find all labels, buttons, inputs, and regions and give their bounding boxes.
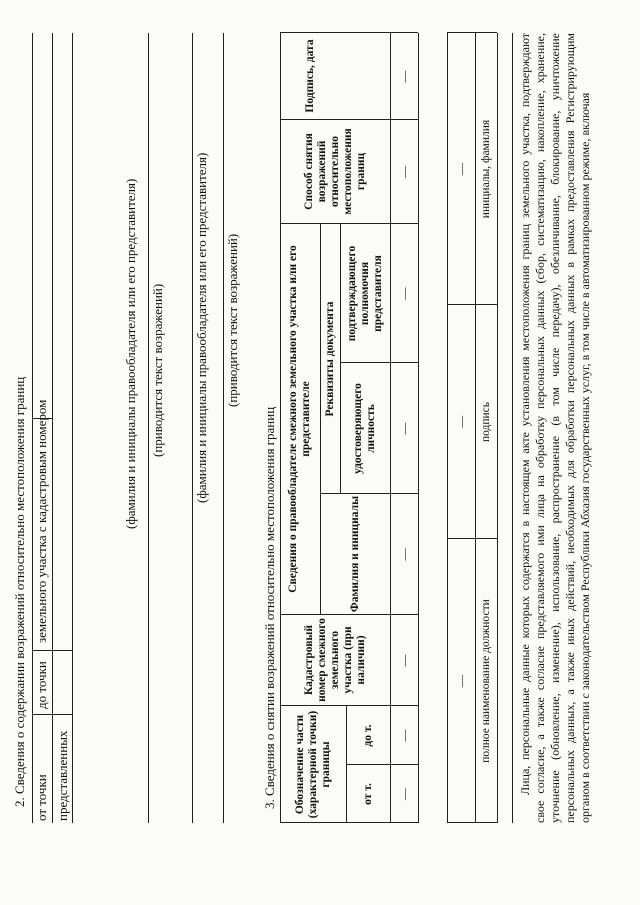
signature-value: —	[453, 416, 468, 428]
holder-line-2	[192, 33, 193, 823]
header-name-initials: Фамилия и инициалы	[348, 495, 361, 613]
position-value: —	[453, 675, 468, 687]
table-cell: —	[396, 70, 411, 83]
header-part-designation: Обозначение части (характерной точки) границы	[293, 710, 332, 819]
footnote-line: уточнение (обновление, изменение), использование, распространение (в том числе передачу), обезличивание, блокирование, уничтожение	[548, 33, 562, 823]
footnote-rule	[512, 33, 513, 823]
table-cell: —	[396, 422, 411, 435]
parcel-cadastral-label: земельного участка с кадастровым номером	[34, 399, 49, 643]
objection-text-line-2	[223, 33, 224, 823]
header-holder-info: Сведения о правообладателе смежного земельного участка или его представителе	[287, 245, 312, 593]
to-point-label: до точки	[34, 661, 49, 709]
header-signature-date: Подпись, дата	[303, 39, 316, 113]
initials-value: —	[453, 163, 468, 175]
position-label: полное наименование должности	[480, 599, 492, 763]
header-cadastral-number: Кадастровый номер смежного земельного участка (при наличии)	[302, 618, 367, 702]
table-cell: —	[396, 548, 411, 561]
section-2-title: 2. Сведения о содержании возражений относительно местоположения границ	[12, 376, 27, 807]
footnote-line: свое согласие, а также согласие представляемого ими лица на обработку персональных данных (сбор, систематизацию, накопление, хранение,	[533, 33, 547, 823]
caption-text-2: (приводится текст возражений)	[225, 233, 240, 407]
header-authority-document: подтверждающего полномочия представителя	[345, 245, 384, 342]
table-cell: —	[396, 287, 411, 300]
from-point-label: от точки	[34, 774, 49, 821]
footnote-paragraph	[518, 33, 593, 823]
header-document-details: Реквизиты документа	[323, 301, 336, 417]
represented-label: представленных	[55, 730, 70, 821]
section-2-row-rule-2	[72, 33, 73, 823]
table-cell: —	[396, 788, 411, 800]
footnote-line: Лица, персональные данные которых содержатся в настоящем акте установления местоположения границ земельного участка, подтверждают	[518, 33, 532, 795]
caption-text-1: (приводится текст возражений)	[150, 283, 165, 457]
objection-text-line-1	[148, 33, 149, 823]
initials-label: инициалы, фамилия	[480, 119, 492, 219]
table-cell: —	[396, 729, 411, 742]
parcel-divider	[32, 418, 52, 419]
header-removal-method: Способ снятия возражений относительно местоположения границ	[302, 128, 367, 215]
table-cell: —	[396, 166, 411, 178]
table-cell: —	[396, 654, 411, 667]
section-3-title: 3. Сведения о снятии возражений относительно местоположения границ	[262, 406, 277, 809]
caption-holder-1: (фамилия и инициалы правообладателя или его представителя)	[123, 178, 138, 529]
section-2-top-rule	[32, 33, 33, 823]
header-to-point: до т.	[361, 724, 374, 747]
section-2-row-rule	[52, 33, 53, 823]
signature-label: подпись	[480, 401, 492, 443]
footnote-line: органом в соответствии с законодательством Республики Абхазия государственных услуг, в том числе в автоматизированном режиме, включая	[578, 92, 592, 823]
caption-holder-2: (фамилия и инициалы правообладателя или его представителя)	[194, 152, 209, 503]
header-identity-document: удостоверяющего личность	[352, 383, 377, 474]
footnote-line: персональных данных, а также иных действий, необходимых для обработки персональных данных в рамках предоставления Регистрирующим	[563, 33, 577, 823]
header-from-point: от т.	[361, 783, 374, 805]
